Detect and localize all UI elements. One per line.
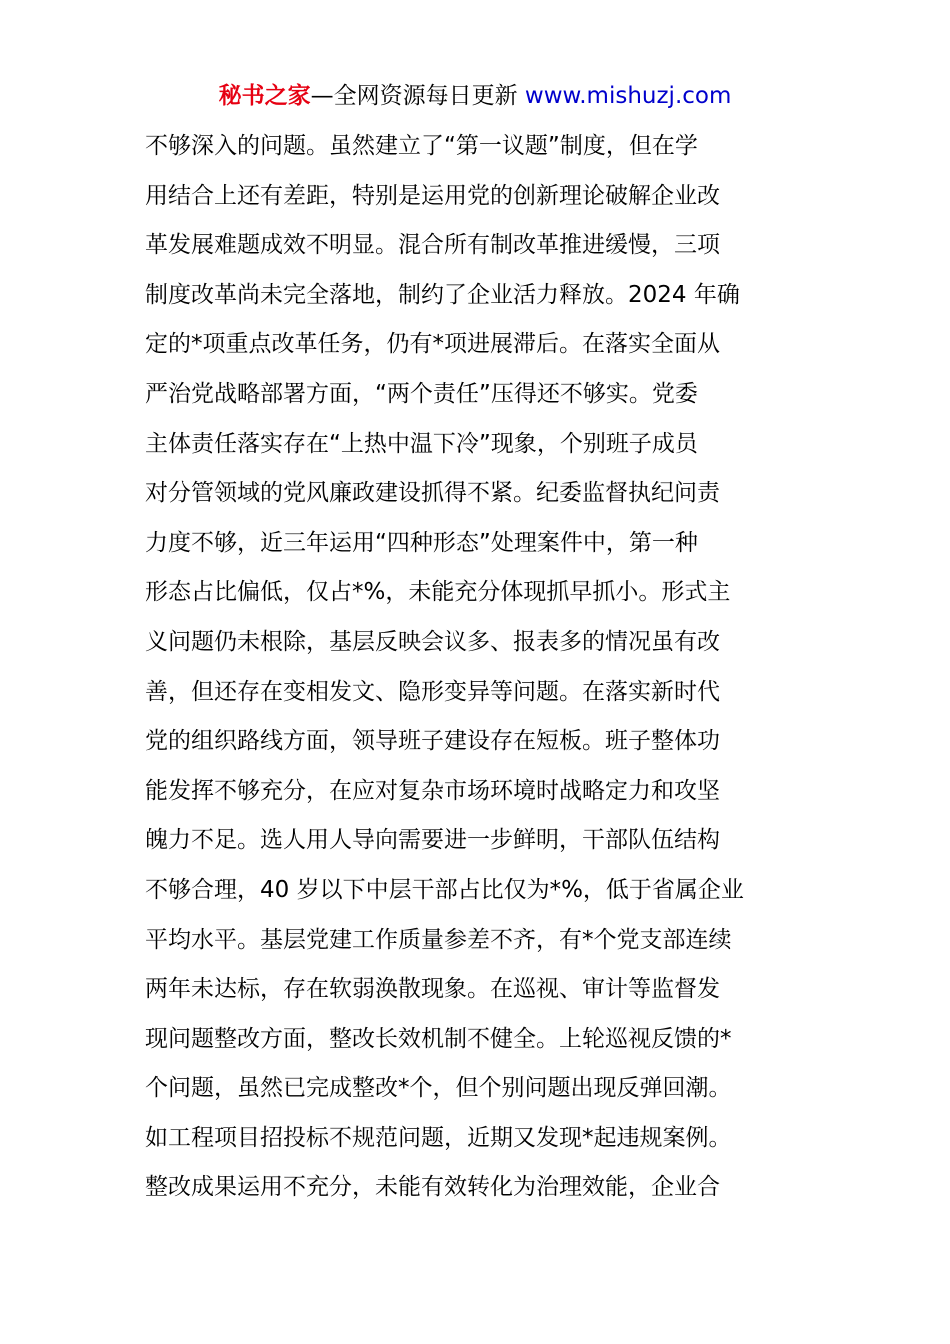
text-line: 对分管领域的党风廉政建设抓得不紧。纪委监督执纪问责 (145, 480, 720, 507)
text-line: 平均水平。基层党建工作质量参差不齐，有*个党支部连续 (145, 926, 732, 953)
text-line: 现问题整改方面，整改长效机制不健全。上轮巡视反馈的* (145, 1025, 732, 1052)
text-line: 不够合理，40 岁以下中层干部占比仅为*%，低于省属企业 (145, 876, 744, 903)
text-line: 魄力不足。选人用人导向需要进一步鲜明，干部队伍结构 (145, 827, 720, 854)
text-line: 主体责任落实存在“上热中温下冷”现象，个别班子成员 (145, 430, 698, 457)
text-line: 义问题仍未根除，基层反映会议多、报表多的情况虽有改 (145, 628, 720, 655)
text-line: 善，但还存在变相发文、隐形变异等问题。在落实新时代 (145, 678, 720, 705)
text-line: 力度不够，近三年运用“四种形态”处理案件中，第一种 (145, 529, 698, 556)
text-line: 两年未达标，存在软弱涣散现象。在巡视、审计等监督发 (145, 976, 720, 1003)
document-body (145, 122, 825, 1213)
text-line: 形态占比偏低，仅占*%，未能充分体现抓早抓小。形式主 (145, 579, 731, 606)
text-line: 定的*项重点改革任务，仍有*项进展滞后。在落实全面从 (145, 331, 720, 358)
text-line: 党的组织路线方面，领导班子建设存在短板。班子整体功 (145, 728, 720, 755)
text-line: 革发展难题成效不明显。混合所有制改革推进缓慢，三项 (145, 232, 720, 259)
brand-name: 秘书之家 (218, 83, 311, 109)
text-line: 整改成果运用不充分，未能有效转化为治理效能，企业合 (145, 1174, 720, 1201)
text-line: 能发挥不够充分，在应对复杂市场环境时战略定力和攻坚 (145, 777, 720, 804)
page-header (0, 80, 950, 112)
text-line: 制度改革尚未完全落地，制约了企业活力释放。2024 年确 (145, 281, 740, 308)
text-line: 不够深入的问题。虽然建立了“第一议题”制度，但在学 (145, 133, 698, 159)
header-tagline: —全网资源每日更新 (310, 83, 525, 109)
text-line: 用结合上还有差距，特别是运用党的创新理论破解企业改 (145, 182, 720, 209)
text-line: 如工程项目招投标不规范问题，近期又发现*起违规案例。 (145, 1124, 732, 1151)
text-line: 个问题，虽然已完成整改*个，但个别问题出现反弹回潮。 (145, 1075, 732, 1102)
site-url-link[interactable]: www.mishuzj.com (524, 83, 732, 109)
text-line: 严治党战略部署方面，“两个责任”压得还不够实。党委 (145, 380, 698, 407)
